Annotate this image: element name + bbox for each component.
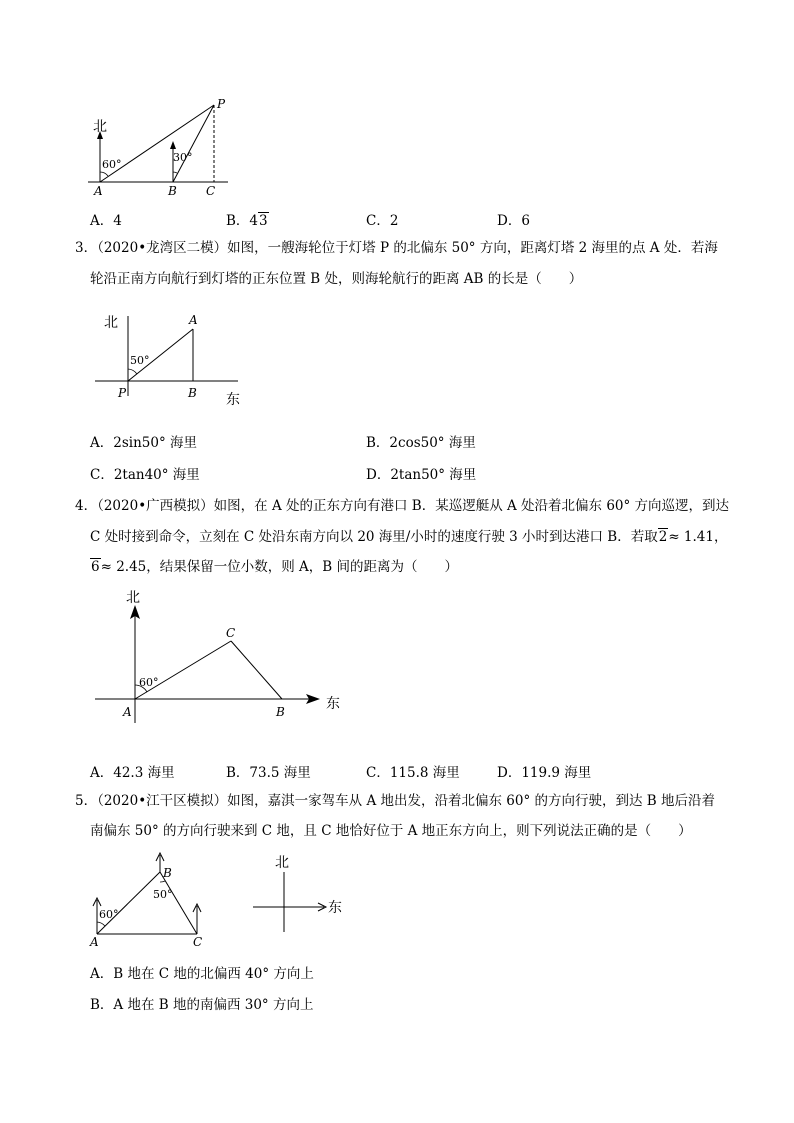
q4-option-a[interactable]: A．42.3 海里 bbox=[90, 765, 175, 781]
angle-label: 50° bbox=[130, 354, 150, 367]
angle-label-a: 60° bbox=[102, 158, 122, 171]
point-b: B bbox=[163, 866, 172, 880]
q2-figure bbox=[80, 95, 250, 200]
line-ac bbox=[135, 641, 231, 699]
point-p: P bbox=[217, 97, 226, 111]
compass-east-label: 东 bbox=[328, 900, 342, 916]
q5-option-b[interactable]: B．A 地在 B 地的南偏西 30° 方向上 bbox=[90, 997, 314, 1013]
north-label: 北 bbox=[126, 590, 140, 606]
angle-arc-b bbox=[160, 881, 165, 882]
sqrt-3: 3 bbox=[259, 213, 268, 229]
q3-option-b[interactable]: B．2cos50° 海里 bbox=[366, 435, 476, 451]
q5-compass bbox=[250, 852, 350, 937]
angle-arc bbox=[128, 369, 137, 374]
point-b: B bbox=[276, 705, 285, 719]
q3-stem-line2: 轮沿正南方向航行到灯塔的正东位置 B 处，则海轮航行的距离 AB 的长是（ ） bbox=[90, 271, 583, 287]
point-b: B bbox=[188, 386, 197, 400]
q5-stem-line1: 5．（2020•江干区模拟）如图，嘉淇一家驾车从 A 地出发，沿着北偏东 60° 的方向行驶，到达 B 地后沿着 bbox=[75, 793, 716, 809]
point-a: A bbox=[123, 705, 132, 719]
north-label: 北 bbox=[93, 119, 107, 135]
q5-option-a[interactable]: A．B 地在 C 地的北偏西 40° 方向上 bbox=[90, 966, 314, 982]
q3-option-a[interactable]: A．2sin50° 海里 bbox=[90, 435, 197, 451]
angle-label: 60° bbox=[139, 676, 159, 689]
point-c: C bbox=[226, 626, 236, 640]
angle-arc-a bbox=[97, 922, 105, 926]
q2-option-d[interactable]: D．6 bbox=[497, 213, 530, 229]
q2-option-b[interactable]: B．43 bbox=[226, 213, 268, 229]
q3-option-c[interactable]: C．2tan40° 海里 bbox=[90, 467, 200, 483]
north-label: 北 bbox=[104, 315, 118, 331]
q3-stem-line1: 3．（2020•龙湾区二模）如图，一艘海轮位于灯塔 P 的北偏东 50° 方向，距离灯塔 2 海里的点 A 处．若海 bbox=[75, 240, 718, 256]
q4-stem-line1: 4．（2020•广西模拟）如图，在 A 处的正东方向有港口 B．某巡逻艇从 A 处沿着北偏东 60° 方向巡逻，到达 bbox=[75, 498, 730, 514]
east-label: 东 bbox=[326, 696, 340, 712]
point-a: A bbox=[90, 935, 99, 949]
sqrt-6: 6 bbox=[91, 559, 100, 575]
compass-north-label: 北 bbox=[275, 855, 289, 871]
east-label: 东 bbox=[226, 392, 240, 408]
angle-label-a: 60° bbox=[99, 908, 119, 921]
sqrt-2: 2 bbox=[658, 529, 668, 545]
q5-stem-line2: 南偏东 50° 的方向行驶来到 C 地，且 C 地恰好位于 A 地正东方向上，则下列说法正确的是（ ） bbox=[90, 823, 692, 839]
line-bp bbox=[173, 105, 214, 182]
q4-option-b[interactable]: B．73.5 海里 bbox=[226, 765, 311, 781]
q3-option-d[interactable]: D．2tan50° 海里 bbox=[366, 467, 477, 483]
line-cb bbox=[231, 641, 282, 699]
point-a: A bbox=[94, 184, 103, 198]
q4-figure bbox=[90, 585, 360, 725]
q3-figure bbox=[90, 308, 250, 408]
point-c: C bbox=[193, 935, 203, 949]
line-ab bbox=[97, 872, 160, 934]
north-arrowhead-b bbox=[170, 141, 176, 149]
point-b: B bbox=[168, 184, 177, 198]
angle-arc-a bbox=[100, 172, 108, 176]
point-c: C bbox=[206, 184, 216, 198]
line-bc bbox=[160, 872, 197, 934]
angle-label-b: 30° bbox=[173, 151, 193, 164]
q4-option-c[interactable]: C．115.8 海里 bbox=[366, 765, 460, 781]
angle-label-b: 50° bbox=[153, 888, 173, 901]
q2-option-a[interactable]: A．4 bbox=[90, 213, 122, 229]
point-a: A bbox=[189, 313, 198, 327]
q4-stem-line2: C 处时接到命令，立刻在 C 处沿东南方向以 20 海里/小时的速度行驶 3 小时到达港口 B．若取2≈ 1.41， bbox=[90, 529, 728, 545]
angle-arc-b bbox=[173, 172, 177, 173]
q2-option-c[interactable]: C．2 bbox=[366, 213, 399, 229]
q4-stem-line3: 6≈ 2.45，结果保留一位小数，则 A，B 间的距离为（ ） bbox=[91, 559, 459, 575]
q4-option-d[interactable]: D．119.9 海里 bbox=[497, 765, 592, 781]
q5-figure bbox=[85, 850, 225, 950]
point-p: P bbox=[118, 386, 127, 400]
